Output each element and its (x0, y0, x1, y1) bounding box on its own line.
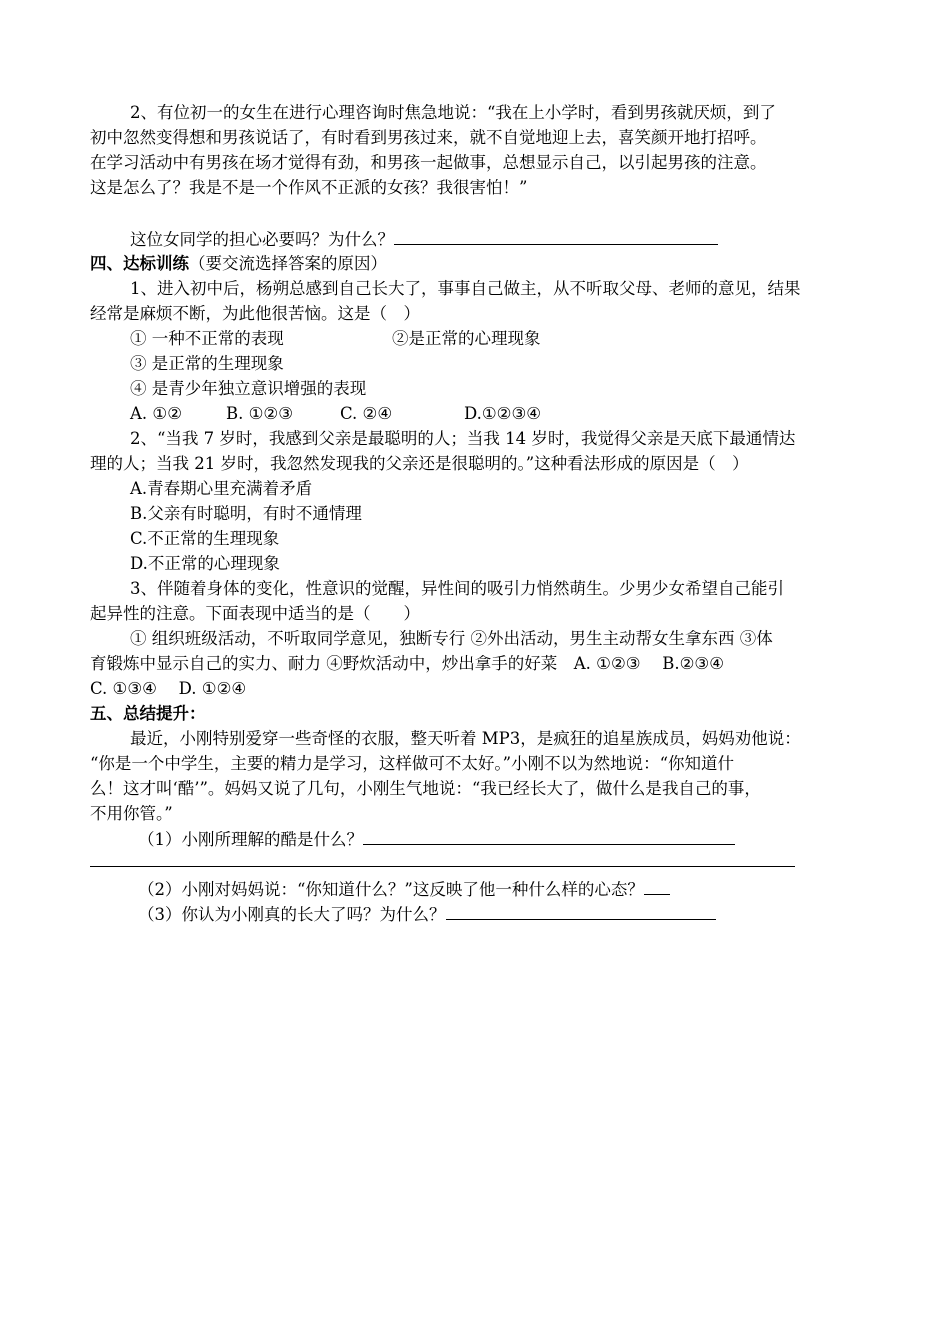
s4-q1-choice-a: A. ①② (130, 404, 182, 423)
answer-blank[interactable] (644, 876, 670, 895)
s4-q1-opt4: ④ 是青少年独立意识增强的表现 (130, 379, 367, 398)
q2-question-line (130, 226, 862, 252)
section-5-title: 五、总结提升： (90, 704, 206, 723)
q2-line-3: 在学习活动中有男孩在场才觉得有劲，和男孩一起做事，总想显示自己，以引起男孩的注意。 (90, 153, 767, 172)
section-4-title: 四、达标训练 (90, 254, 189, 273)
s5-sub1-row (138, 826, 862, 852)
s5-sub2-row (138, 876, 862, 902)
s4-q3-line-5: C. ①③④ D. ①②④ (90, 679, 247, 698)
section-4-heading (90, 251, 862, 276)
s5-sub3-row (138, 901, 862, 927)
section-4-note: （要交流选择答案的原因） (189, 254, 387, 273)
answer-line[interactable] (90, 866, 795, 867)
s4-q1-options-row (130, 326, 862, 351)
s4-q1-choices (130, 401, 862, 426)
s4-q3-line-3: ① 组织班级活动，不听取同学意见，独断专行 ②外出活动，男生主动帮女生拿东西 ③体 (130, 629, 773, 648)
s4-q1-opt1: ① 一种不正常的表现 (130, 329, 284, 348)
s4-q1-choice-b: B. ①②③ (226, 404, 293, 423)
s4-q2-line-1: 2、“当我 7 岁时，我感到父亲是最聪明的人；当我 14 岁时，我觉得父亲是天底下最通情达 (130, 429, 796, 448)
s4-q1-choice-d: D.①②③④ (464, 404, 542, 423)
s4-q2-choice-c: C.不正常的生理现象 (130, 529, 280, 548)
s4-q3-line-1: 3、伴随着身体的变化，性意识的觉醒，异性间的吸引力悄然萌生。少男少女希望自己能引 (130, 579, 784, 598)
s4-q1-line-2: 经常是麻烦不断，为此他很苦恼。这是（ ） (90, 304, 420, 323)
s5-line-2: “你是一个中学生，主要的精力是学习，这样做可不太好。”小刚不以为然地说：“你知道什 (90, 754, 735, 773)
answer-blank[interactable] (446, 901, 716, 920)
s4-q1-line-1: 1、进入初中后，杨朔总感到自己长大了，事事自己做主，从不听取父母、老师的意见，结果 (130, 279, 801, 298)
s5-line-3: 么！这才叫‘酷’”。妈妈又说了几句，小刚生气地说：“我已经长大了，做什么是我自己的事， (90, 779, 761, 798)
s5-sub3: （3）你认为小刚真的长大了吗？为什么？ (138, 905, 446, 924)
s4-q1-choice-c: C. ②④ (340, 404, 393, 423)
q2-line-1: 2、有位初一的女生在进行心理咨询时焦急地说：“我在上小学时，看到男孩就厌烦，到了 (130, 103, 776, 122)
answer-blank[interactable] (394, 226, 718, 245)
s4-q2-line-2: 理的人；当我 21 岁时，我忽然发现我的父亲还是很聪明的。”这种看法形成的原因是（ ） (90, 454, 749, 473)
s5-sub1: （1）小刚所理解的酷是什么？ (138, 830, 363, 849)
s4-q2-choice-a: A.青春期心里充满着矛盾 (130, 479, 313, 498)
s4-q2-choice-b: B.父亲有时聪明，有时不通情理 (130, 504, 362, 523)
q2-line-2: 初中忽然变得想和男孩说话了，有时看到男孩过来，就不自觉地迎上去，喜笑颜开地打招呼。 (90, 128, 767, 147)
s4-q3-line-4: 育锻炼中显示自己的实力、耐力 ④野炊活动中，炒出拿手的好菜 A. ①②③ B.②③④ (90, 654, 725, 673)
q2-question: 这位女同学的担心必要吗？为什么？ (130, 230, 394, 249)
s4-q3-line-2: 起异性的注意。下面表现中适当的是（ ） (90, 604, 420, 623)
answer-blank[interactable] (363, 826, 735, 845)
s5-line-1: 最近，小刚特别爱穿一些奇怪的衣服，整天听着 MP3，是疯狂的追星族成员，妈妈劝他说： (130, 729, 801, 748)
q2-line-4: 这是怎么了？我是不是一个作风不正派的女孩？我很害怕！” (90, 178, 528, 197)
s4-q2-choice-d: D.不正常的心理现象 (130, 554, 280, 573)
s5-sub2: （2）小刚对妈妈说：“你知道什么？”这反映了他一种什么样的心态？ (138, 880, 644, 899)
s4-q1-opt2: ②是正常的心理现象 (392, 329, 541, 348)
s4-q1-opt3: ③ 是正常的生理现象 (130, 354, 284, 373)
s5-line-4: 不用你管。” (90, 804, 173, 823)
